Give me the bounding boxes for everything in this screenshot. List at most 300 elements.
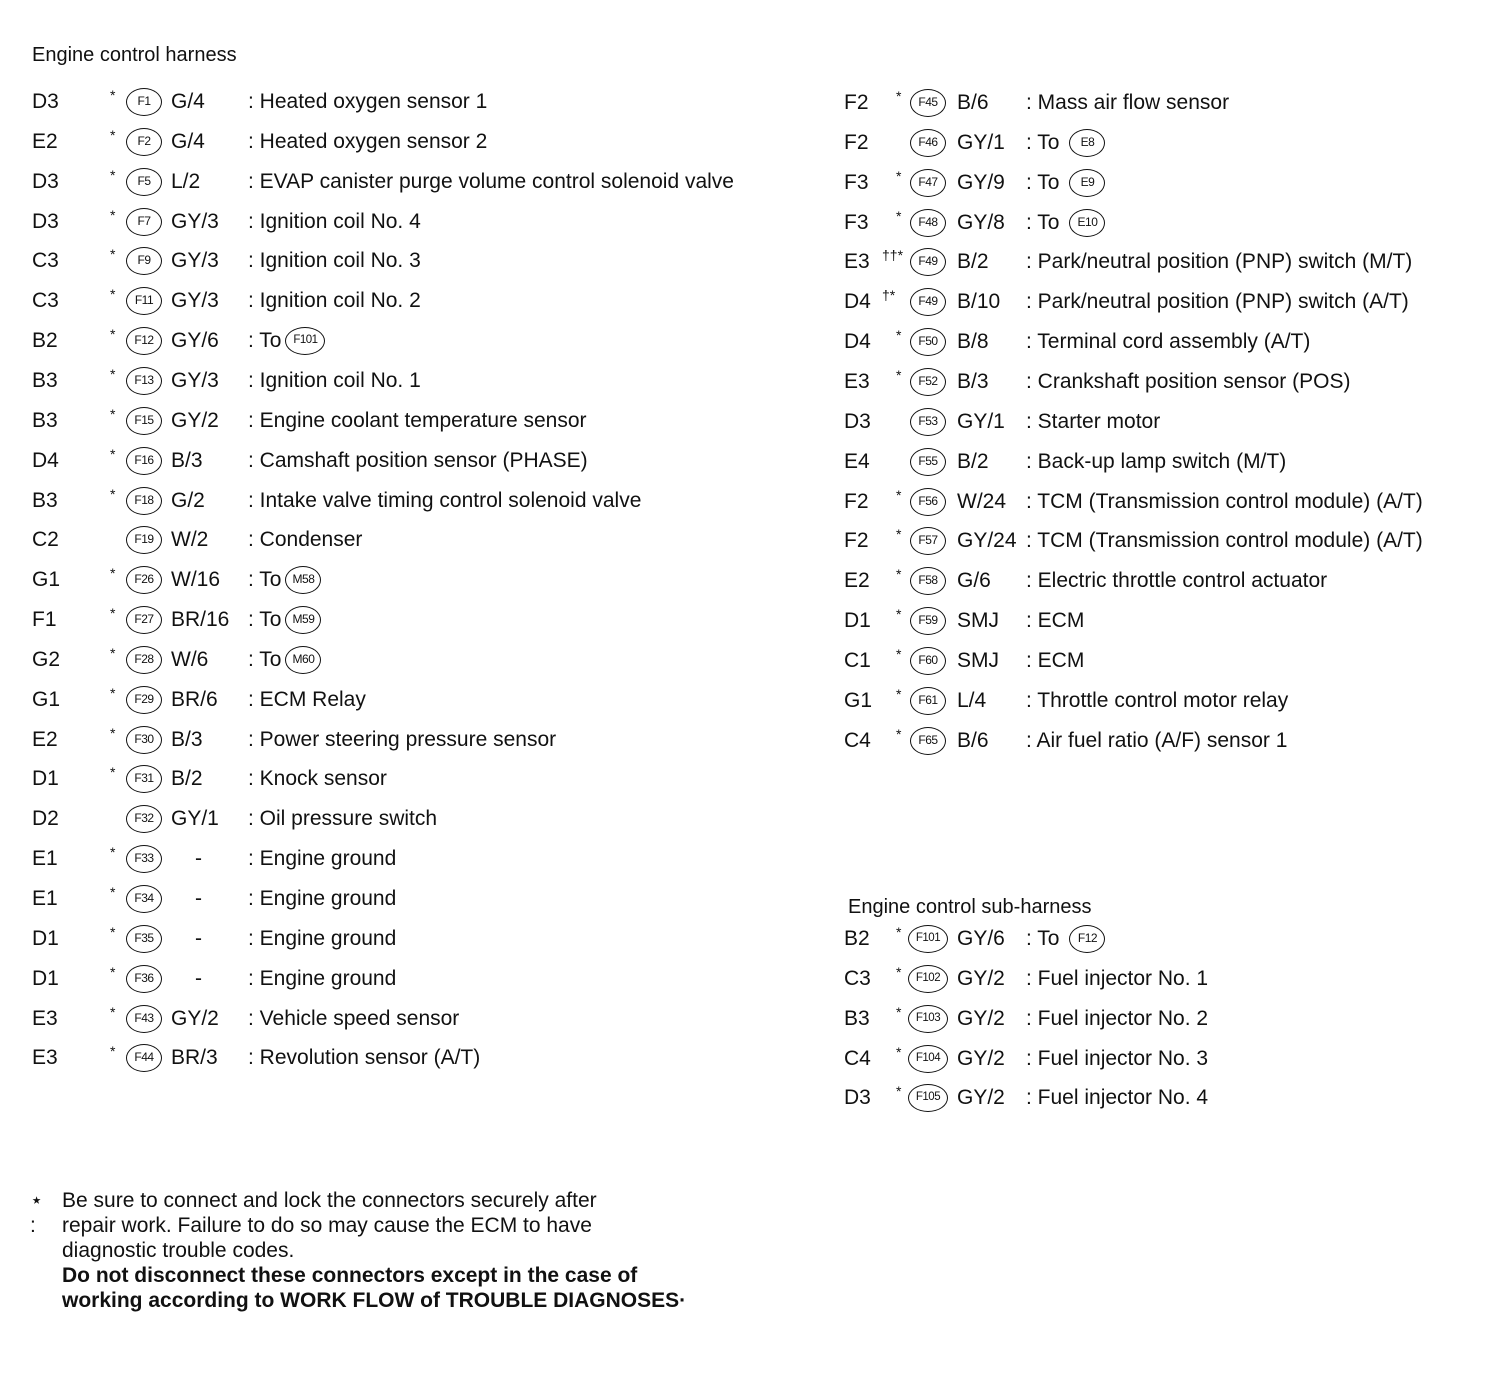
lock-marker: * <box>896 924 902 940</box>
wire-color: W/2 <box>171 528 209 552</box>
connector-row <box>32 162 772 202</box>
wire-color: G/2 <box>171 488 205 512</box>
sub-section-title: Engine control sub-harness <box>848 896 1092 918</box>
lock-marker: * <box>896 88 902 104</box>
grid-reference: D1 <box>844 609 871 633</box>
destination-connector-icon: M60 <box>285 646 321 674</box>
connector-icon: F28 <box>126 646 162 674</box>
grid-reference: E2 <box>844 569 870 593</box>
connector-row <box>32 361 772 401</box>
connector-description: : To <box>1026 170 1060 194</box>
wire-color: - <box>195 966 202 990</box>
connector-row <box>844 1078 1492 1118</box>
wire-color: GY/1 <box>957 130 1005 154</box>
lock-marker: * <box>110 963 116 980</box>
connector-description: : Air fuel ratio (A/F) sensor 1 <box>1026 728 1288 752</box>
connector-icon: F5 <box>126 168 162 196</box>
connector-description: : Ignition coil No. 3 <box>248 249 421 273</box>
footnote-line: repair work. Failure to do so may cause the ECM to have <box>62 1214 592 1237</box>
connector-row <box>32 481 772 521</box>
grid-reference: D3 <box>32 90 59 113</box>
grid-reference: B3 <box>32 408 58 432</box>
connector-icon: F11 <box>126 287 162 315</box>
lock-marker: * <box>896 566 902 583</box>
connector-row <box>844 203 1492 243</box>
grid-reference: B2 <box>844 927 870 950</box>
wire-color: G/6 <box>957 569 991 593</box>
description-with-destination <box>248 640 321 680</box>
lock-marker: * <box>110 884 116 900</box>
lock-marker: * <box>896 526 902 543</box>
connector-description: : Starter motor <box>1026 409 1161 433</box>
lock-marker: * <box>110 605 116 622</box>
wire-color: GY/2 <box>957 1046 1005 1070</box>
connector-description: : Heated oxygen sensor 1 <box>248 90 488 113</box>
grid-reference: F3 <box>844 170 869 194</box>
lock-marker: * <box>110 286 116 303</box>
wire-color: - <box>195 926 202 950</box>
connector-description: : EVAP canister purge volume control solenoid valve <box>248 169 734 193</box>
connector-row <box>32 680 772 720</box>
connector-icon: F30 <box>126 726 162 754</box>
connector-row <box>32 720 772 760</box>
wire-color: G/4 <box>171 90 205 113</box>
wire-color: L/4 <box>957 688 987 712</box>
wire-color: GY/9 <box>957 170 1005 194</box>
description-with-destination <box>1026 203 1105 243</box>
grid-reference: F2 <box>844 529 869 553</box>
connector-row <box>32 640 772 680</box>
connector-description: : Engine ground <box>248 887 397 910</box>
connector-row <box>844 83 1492 123</box>
connector-row <box>32 879 772 919</box>
grid-reference: D4 <box>32 448 59 472</box>
wire-color: GY/24 <box>957 529 1017 553</box>
connector-icon: F9 <box>126 247 162 275</box>
connector-description: : Ignition coil No. 2 <box>248 289 421 313</box>
lock-marker: * <box>110 684 116 701</box>
connector-row <box>32 82 772 122</box>
connector-description: : Engine coolant temperature sensor <box>248 408 587 432</box>
connector-description: : Fuel injector No. 3 <box>1026 1046 1209 1070</box>
connector-icon: F12 <box>126 327 162 355</box>
lock-marker: * <box>110 923 116 940</box>
destination-connector-icon: M59 <box>285 606 321 634</box>
connector-description: : Ignition coil No. 4 <box>248 209 421 233</box>
connector-row <box>844 442 1492 482</box>
destination-connector-icon: E10 <box>1069 209 1105 237</box>
lock-marker: * <box>110 1003 116 1020</box>
wire-color: - <box>195 887 202 910</box>
grid-reference: D3 <box>844 409 871 433</box>
connector-row <box>32 520 772 560</box>
connector-icon: F31 <box>126 765 162 793</box>
connector-description: : Fuel injector No. 1 <box>1026 966 1209 990</box>
lock-marker: * <box>896 606 902 623</box>
wire-color: L/2 <box>171 169 201 193</box>
connector-icon: F58 <box>910 567 946 595</box>
lock-marker: * <box>896 207 902 224</box>
connector-row <box>844 721 1492 761</box>
destination-connector-icon: E8 <box>1069 129 1105 157</box>
connector-description: : Knock sensor <box>248 767 387 791</box>
destination-connector-icon: M58 <box>285 566 321 594</box>
connector-description: : To <box>248 329 282 353</box>
connector-description: : ECM <box>1026 609 1085 633</box>
wire-color: W/16 <box>171 568 221 592</box>
connector-description: : TCM (Transmission control module) (A/T) <box>1026 489 1423 513</box>
wire-color: GY/3 <box>171 249 219 273</box>
connector-description: : Engine ground <box>248 847 397 871</box>
connector-icon: F61 <box>910 687 946 715</box>
lock-marker: * <box>110 1043 116 1060</box>
connector-description: : Intake valve timing control solenoid valve <box>248 488 642 512</box>
connector-row <box>844 362 1492 402</box>
lock-marker: * <box>110 166 116 183</box>
connector-row <box>32 999 772 1039</box>
grid-reference: C1 <box>844 648 871 672</box>
wire-color: W/6 <box>171 647 209 671</box>
grid-reference: C3 <box>32 249 59 273</box>
connector-icon: F105 <box>908 1084 948 1112</box>
connector-icon: F15 <box>126 407 162 435</box>
connector-description: : Terminal cord assembly (A/T) <box>1026 330 1311 354</box>
connector-description: : Camshaft position sensor (PHASE) <box>248 448 588 472</box>
connector-icon: F35 <box>126 925 162 953</box>
connector-icon: F65 <box>910 727 946 755</box>
connector-description: : To <box>1026 210 1060 234</box>
connector-row <box>32 441 772 481</box>
connector-icon: F102 <box>908 965 948 993</box>
lock-marker: * <box>896 486 902 503</box>
lock-marker: * <box>110 206 116 223</box>
grid-reference: D1 <box>32 926 59 950</box>
lock-marker: * <box>110 246 116 263</box>
grid-reference: D4 <box>844 330 871 354</box>
connector-description: : Engine ground <box>248 966 397 990</box>
connector-icon: F1 <box>126 88 162 116</box>
connector-row <box>844 123 1492 163</box>
connector-description: : To <box>248 568 282 592</box>
grid-reference: D3 <box>32 209 59 233</box>
connector-icon: F52 <box>910 368 946 396</box>
footnote-warning: working according to WORK FLOW of TROUBLE DIAGNOSES· <box>62 1289 687 1312</box>
wire-color: B/3 <box>171 727 203 751</box>
lock-marker: * <box>896 645 902 662</box>
wire-color: B/6 <box>957 91 989 114</box>
connector-icon: F2 <box>126 128 162 156</box>
connector-icon: F50 <box>910 328 946 356</box>
wire-color: BR/6 <box>171 687 218 711</box>
connector-description: : To <box>1026 927 1060 950</box>
grid-reference: B2 <box>32 329 58 353</box>
lock-marker: * <box>110 844 116 861</box>
grid-reference: C3 <box>844 966 871 990</box>
connector-icon: F53 <box>910 408 946 436</box>
connector-description: : Crankshaft position sensor (POS) <box>1026 369 1351 393</box>
grid-reference: D3 <box>844 1086 871 1110</box>
grid-reference: D1 <box>32 767 59 791</box>
wire-color: B/10 <box>957 290 1001 314</box>
grid-reference: C3 <box>32 289 59 313</box>
connector-icon: F43 <box>126 1005 162 1033</box>
connector-description: : Mass air flow sensor <box>1026 91 1230 114</box>
lock-marker: ††* <box>882 247 904 264</box>
connector-description: : Fuel injector No. 2 <box>1026 1006 1209 1030</box>
grid-reference: E1 <box>32 887 58 910</box>
lock-marker: * <box>110 326 116 343</box>
wire-color: SMJ <box>957 648 999 672</box>
lock-marker: * <box>896 685 902 702</box>
grid-reference: B3 <box>32 488 58 512</box>
connector-icon: F33 <box>126 845 162 873</box>
wire-color: GY/3 <box>171 289 219 313</box>
connector-row <box>844 402 1492 442</box>
wire-color: B/2 <box>957 250 989 274</box>
connector-description: : Heated oxygen sensor 2 <box>248 129 488 153</box>
footnote-mark: ⋆ : <box>30 1189 44 1237</box>
footnote-line: diagnostic trouble codes. <box>62 1239 295 1262</box>
grid-reference: G1 <box>32 687 61 711</box>
connector-row <box>844 681 1492 721</box>
connector-row <box>844 482 1492 522</box>
lock-marker: * <box>896 1043 902 1060</box>
connector-row <box>844 1039 1492 1079</box>
connector-row <box>844 322 1492 362</box>
wire-color: GY/2 <box>171 1006 219 1030</box>
wire-color: GY/6 <box>957 927 1005 950</box>
connector-row <box>844 999 1492 1039</box>
connector-description: : Power steering pressure sensor <box>248 727 557 751</box>
connector-row <box>32 600 772 640</box>
lock-marker: * <box>110 485 116 502</box>
connector-icon: F47 <box>910 169 946 197</box>
connector-icon: F29 <box>126 686 162 714</box>
wire-color: GY/1 <box>957 409 1005 433</box>
connector-description: : ECM <box>1026 648 1085 672</box>
wire-color: GY/1 <box>171 807 219 831</box>
connector-description: : Oil pressure switch <box>248 807 438 831</box>
connector-icon: F104 <box>908 1045 948 1073</box>
lock-marker: * <box>110 764 116 781</box>
connector-description: : Ignition coil No. 1 <box>248 368 421 392</box>
connector-icon: F48 <box>910 209 946 237</box>
connector-row <box>32 919 772 959</box>
wire-color: SMJ <box>957 609 999 633</box>
grid-reference: F2 <box>844 130 869 154</box>
connector-row <box>32 202 772 242</box>
wire-color: GY/8 <box>957 210 1005 234</box>
grid-reference: D1 <box>32 966 59 990</box>
connector-icon: F36 <box>126 965 162 993</box>
lock-marker: * <box>896 1003 902 1020</box>
wire-color: W/24 <box>957 489 1007 513</box>
connector-description: : Park/neutral position (PNP) switch (M/T) <box>1026 250 1413 274</box>
connector-description: : Condenser <box>248 528 363 552</box>
wire-color: B/6 <box>957 728 989 752</box>
connector-description: : To <box>248 647 282 671</box>
grid-reference: B3 <box>844 1006 870 1030</box>
lock-marker: †* <box>882 287 896 304</box>
grid-reference: G2 <box>32 647 61 671</box>
footnote-warning: Do not disconnect these connectors except in the case of <box>62 1264 638 1287</box>
wire-color: B/2 <box>171 767 203 791</box>
grid-reference: F3 <box>844 210 869 234</box>
connector-description: : TCM (Transmission control module) (A/T) <box>1026 529 1423 553</box>
lock-marker: * <box>896 725 902 742</box>
grid-reference: B3 <box>32 368 58 392</box>
connector-icon: F27 <box>126 606 162 634</box>
connector-icon: F7 <box>126 208 162 236</box>
connector-icon: F101 <box>908 925 948 953</box>
grid-reference: E4 <box>844 449 870 473</box>
grid-reference: G1 <box>32 568 61 592</box>
connector-description: : To <box>248 608 282 632</box>
lock-marker: * <box>110 87 116 103</box>
description-with-destination <box>1026 163 1105 203</box>
lock-marker: * <box>110 445 116 462</box>
wire-color: B/8 <box>957 330 989 354</box>
wire-color: GY/3 <box>171 209 219 233</box>
wire-color: GY/3 <box>171 368 219 392</box>
connector-icon: F56 <box>910 488 946 516</box>
grid-reference: F2 <box>844 489 869 513</box>
connector-icon: F34 <box>126 885 162 913</box>
connector-description: : Throttle control motor relay <box>1026 688 1289 712</box>
lock-marker: * <box>110 644 116 661</box>
connector-icon: F60 <box>910 647 946 675</box>
left-section-title: Engine control harness <box>32 44 237 66</box>
connector-description: : Electric throttle control actuator <box>1026 569 1328 593</box>
grid-reference: D2 <box>32 807 59 831</box>
connector-row <box>32 401 772 441</box>
connector-description: : Revolution sensor (A/T) <box>248 1046 481 1070</box>
lock-marker: * <box>896 366 902 383</box>
wire-color: GY/2 <box>957 1006 1005 1030</box>
connector-icon: F26 <box>126 566 162 594</box>
lock-marker: * <box>110 565 116 582</box>
connector-row <box>32 560 772 600</box>
wire-color: G/4 <box>171 129 205 153</box>
connector-icon: F44 <box>126 1044 162 1072</box>
connector-description: : Park/neutral position (PNP) switch (A/T) <box>1026 290 1409 314</box>
description-with-destination <box>248 560 321 600</box>
footnote-line: Be sure to connect and lock the connectors securely after <box>62 1189 597 1212</box>
connector-row <box>32 1038 772 1078</box>
wire-color: GY/2 <box>957 966 1005 990</box>
grid-reference: E3 <box>32 1046 58 1070</box>
connector-row <box>844 282 1492 322</box>
grid-reference: D3 <box>32 169 59 193</box>
wire-color: BR/3 <box>171 1046 218 1070</box>
grid-reference: F1 <box>32 608 57 632</box>
destination-connector-icon: E9 <box>1069 169 1105 197</box>
lock-marker: * <box>110 126 116 143</box>
connector-row <box>844 163 1492 203</box>
connector-icon: F49 <box>910 248 946 276</box>
connector-row <box>844 601 1492 641</box>
connector-row <box>844 959 1492 999</box>
grid-reference: E3 <box>844 369 870 393</box>
lock-marker: * <box>896 327 902 344</box>
wire-color: B/2 <box>957 449 989 473</box>
lock-marker: * <box>896 963 902 980</box>
wire-color: B/3 <box>171 448 203 472</box>
connector-row <box>844 641 1492 681</box>
connector-row <box>32 759 772 799</box>
connector-icon: F19 <box>126 526 162 554</box>
grid-reference: C4 <box>844 728 871 752</box>
grid-reference: E3 <box>844 250 870 274</box>
grid-reference: G1 <box>844 688 873 712</box>
connector-icon: F57 <box>910 527 946 555</box>
grid-reference: E2 <box>32 727 58 751</box>
description-with-destination <box>1026 123 1105 163</box>
wire-color: - <box>195 847 202 871</box>
connector-row <box>844 561 1492 601</box>
grid-reference: C4 <box>844 1046 871 1070</box>
wire-color: BR/16 <box>171 608 230 632</box>
wire-color: B/3 <box>957 369 989 393</box>
lock-marker: * <box>896 167 902 184</box>
connector-row <box>32 281 772 321</box>
connector-icon: F59 <box>910 607 946 635</box>
wire-color: GY/2 <box>171 408 219 432</box>
grid-reference: E2 <box>32 129 58 153</box>
wire-color: GY/6 <box>171 329 219 353</box>
destination-connector-icon: F12 <box>1069 925 1105 953</box>
wire-color: GY/2 <box>957 1086 1005 1110</box>
connector-description: : Engine ground <box>248 926 397 950</box>
grid-reference: C2 <box>32 528 59 552</box>
connector-row <box>32 959 772 999</box>
description-with-destination <box>1026 919 1105 959</box>
lock-marker: * <box>110 724 116 741</box>
destination-connector-icon: F101 <box>285 327 325 355</box>
connector-row <box>844 242 1492 282</box>
connector-row <box>844 521 1492 561</box>
description-with-destination <box>248 600 321 640</box>
connector-icon: F32 <box>126 805 162 833</box>
connector-description: : Back-up lamp switch (M/T) <box>1026 449 1287 473</box>
connector-row <box>32 799 772 839</box>
lock-marker: * <box>896 1083 902 1100</box>
connector-icon: F46 <box>910 129 946 157</box>
connector-row <box>844 919 1492 959</box>
connector-description: : To <box>1026 130 1060 154</box>
lock-marker: * <box>110 405 116 422</box>
connector-icon: F13 <box>126 367 162 395</box>
connector-description: : Vehicle speed sensor <box>248 1006 460 1030</box>
connector-description: : ECM Relay <box>248 687 366 711</box>
connector-description: : Fuel injector No. 4 <box>1026 1086 1209 1110</box>
grid-reference: D4 <box>844 290 871 314</box>
connector-row <box>32 122 772 162</box>
connector-icon: F103 <box>908 1005 948 1033</box>
connector-row <box>32 241 772 281</box>
connector-icon: F18 <box>126 487 162 515</box>
connector-icon: F45 <box>910 89 946 117</box>
connector-icon: F49 <box>910 288 946 316</box>
grid-reference: F2 <box>844 91 869 114</box>
grid-reference: E3 <box>32 1006 58 1030</box>
connector-row <box>32 321 772 361</box>
grid-reference: E1 <box>32 847 58 871</box>
lock-marker: * <box>110 365 116 382</box>
connector-icon: F55 <box>910 448 946 476</box>
connector-icon: F16 <box>126 447 162 475</box>
description-with-destination <box>248 321 325 361</box>
